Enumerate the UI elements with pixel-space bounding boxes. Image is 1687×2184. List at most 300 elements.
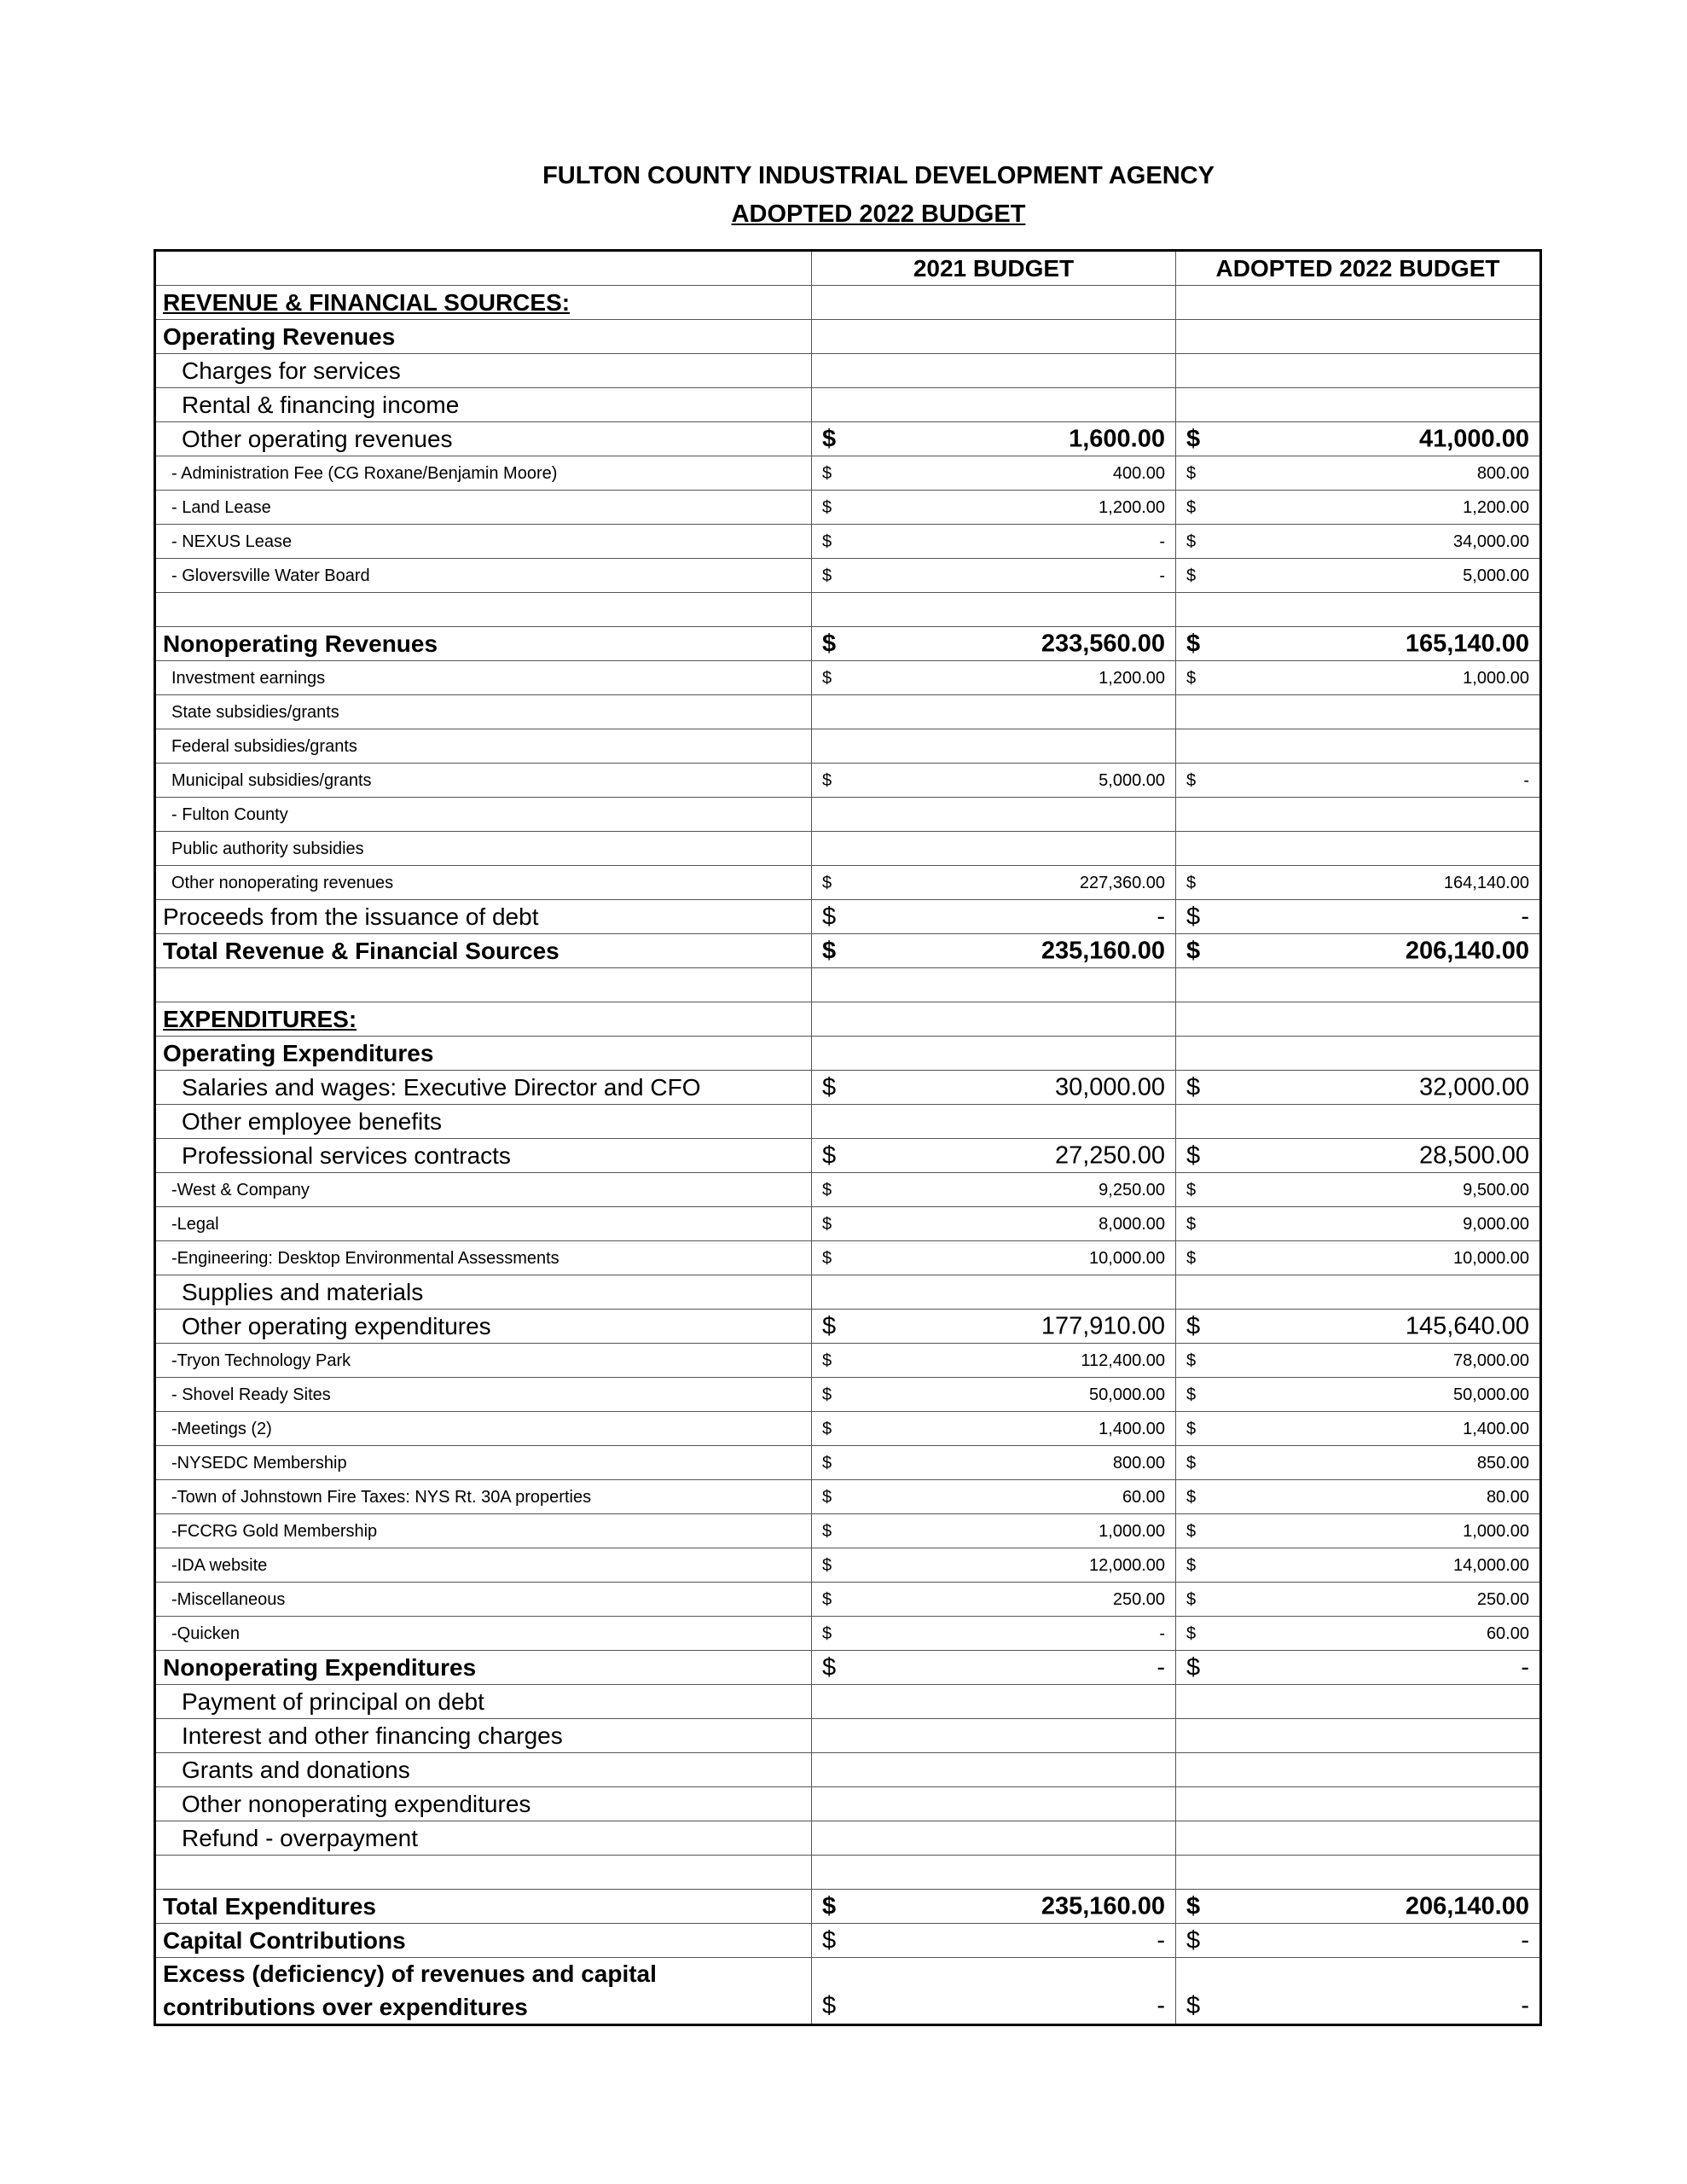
amount-2021-cell [812, 1890, 1176, 1924]
budget-row [155, 798, 1541, 832]
currency-symbol: $ [1186, 630, 1201, 657]
amount-2021: 1,600.00 [1069, 425, 1165, 452]
amount-2021: - [1157, 1926, 1165, 1954]
amount-2021-cell [812, 1275, 1176, 1310]
amount-2022-cell [1176, 695, 1541, 729]
amount-2021: 5,000.00 [1099, 770, 1165, 790]
amount-2022-cell [1176, 1685, 1541, 1719]
amount-2021-cell [812, 866, 1176, 900]
amount-2021-cell [812, 627, 1176, 661]
currency-symbol: $ [1186, 1653, 1201, 1681]
amount-2022: - [1521, 1926, 1529, 1954]
budget-row [155, 422, 1541, 456]
currency-symbol: $ [1186, 1453, 1197, 1472]
budget-row [155, 866, 1541, 900]
amount-2022: 34,000.00 [1453, 531, 1529, 551]
line-item-label: State subsidies/grants [155, 695, 812, 729]
currency-symbol: $ [822, 1589, 832, 1609]
amount-2022: - [1521, 1653, 1529, 1681]
amount-2022: - [1521, 1992, 1529, 2020]
currency-symbol: $ [822, 1385, 832, 1404]
amount-2022: 1,000.00 [1463, 1521, 1529, 1541]
amount-2022: 1,400.00 [1463, 1419, 1529, 1438]
amount-2021-cell [812, 1958, 1176, 2025]
line-item-label: - Land Lease [155, 491, 812, 525]
amount-2021-cell [812, 1207, 1176, 1241]
budget-row [155, 388, 1541, 422]
amount-2021: 10,000.00 [1089, 1248, 1165, 1268]
budget-row [155, 1514, 1541, 1548]
line-item-label: Charges for services [155, 354, 812, 388]
budget-row [155, 559, 1541, 593]
line-item-label: Operating Expenditures [155, 1037, 812, 1071]
currency-symbol: $ [822, 1892, 837, 1920]
amount-2021-cell [812, 764, 1176, 798]
amount-2021: 800.00 [1112, 1453, 1165, 1472]
amount-2022-cell [1176, 1821, 1541, 1856]
line-item-label: Supplies and materials [155, 1275, 812, 1310]
currency-symbol: $ [822, 770, 832, 790]
currency-symbol: $ [822, 873, 832, 892]
budget-row [155, 1139, 1541, 1173]
column-header-line-item [155, 251, 812, 286]
amount-2021-cell [812, 456, 1176, 491]
amount-2022: 165,140.00 [1405, 630, 1529, 657]
currency-symbol: $ [1186, 1141, 1201, 1169]
amount-2022-cell [1176, 1275, 1541, 1310]
amount-2021-cell [812, 1583, 1176, 1617]
budget-row [155, 934, 1541, 968]
agency-title: FULTON COUNTY INDUSTRIAL DEVELOPMENT AGENCY [542, 162, 1215, 189]
amount-2022: 5,000.00 [1463, 566, 1529, 585]
currency-symbol: $ [822, 497, 832, 517]
budget-row [155, 1071, 1541, 1105]
amount-2022-cell [1176, 1719, 1541, 1753]
line-item-label: Nonoperating Revenues [155, 627, 812, 661]
amount-2022-cell [1176, 1310, 1541, 1344]
line-item-label: -Meetings (2) [155, 1412, 812, 1446]
budget-row [155, 1583, 1541, 1617]
line-item-label: Excess (deficiency) of revenues and capital contributions over expenditures [155, 1958, 812, 2025]
amount-2021-cell [812, 1548, 1176, 1583]
amount-2021-cell [812, 388, 1176, 422]
amount-2022: 9,500.00 [1463, 1180, 1529, 1199]
currency-symbol: $ [1186, 1180, 1197, 1199]
budget-row [155, 1651, 1541, 1685]
budget-row [155, 1241, 1541, 1275]
line-item-label: -Quicken [155, 1617, 812, 1651]
budget-row [155, 1378, 1541, 1412]
amount-2022-cell [1176, 1651, 1541, 1685]
budget-row [155, 1207, 1541, 1241]
line-item-label: Refund - overpayment [155, 1821, 812, 1856]
budget-row [155, 1787, 1541, 1821]
amount-2022-cell [1176, 491, 1541, 525]
amount-2021-cell [812, 1412, 1176, 1446]
currency-symbol: $ [822, 668, 832, 688]
currency-symbol: $ [1186, 566, 1197, 585]
currency-symbol: $ [1186, 903, 1201, 930]
amount-2021-cell [812, 798, 1176, 832]
line-item-label: -Tryon Technology Park [155, 1344, 812, 1378]
currency-symbol: $ [822, 630, 837, 657]
budget-title: ADOPTED 2022 BUDGET [731, 200, 1026, 228]
amount-2021: 233,560.00 [1041, 630, 1165, 657]
amount-2021-cell [812, 1685, 1176, 1719]
line-item-label: -IDA website [155, 1548, 812, 1583]
currency-symbol: $ [1186, 1312, 1201, 1339]
amount-2021-cell [812, 286, 1176, 320]
amount-2022: 800.00 [1476, 463, 1529, 483]
amount-2022-cell [1176, 388, 1541, 422]
budget-row [155, 1685, 1541, 1719]
amount-2022: 206,140.00 [1405, 937, 1529, 964]
currency-symbol: $ [822, 1521, 832, 1541]
amount-2021: 400.00 [1112, 463, 1165, 483]
amount-2022-cell [1176, 1139, 1541, 1173]
budget-row [155, 832, 1541, 866]
line-item-label: -Miscellaneous [155, 1583, 812, 1617]
amount-2022: 50,000.00 [1453, 1385, 1529, 1404]
amount-2022-cell [1176, 1548, 1541, 1583]
currency-symbol: $ [822, 903, 837, 930]
currency-symbol: $ [1186, 1073, 1201, 1101]
budget-row [155, 1275, 1541, 1310]
budget-row [155, 661, 1541, 695]
amount-2021-cell [812, 1173, 1176, 1207]
currency-symbol: $ [1186, 873, 1197, 892]
currency-symbol: $ [822, 1623, 832, 1643]
line-item-label: Rental & financing income [155, 388, 812, 422]
amount-2021: 30,000.00 [1054, 1073, 1165, 1101]
amount-2021-cell [812, 1105, 1176, 1139]
amount-2021-cell [812, 491, 1176, 525]
line-item-label: Other operating expenditures [155, 1310, 812, 1344]
amount-2022-cell [1176, 1514, 1541, 1548]
currency-symbol: $ [1186, 1926, 1201, 1954]
budget-table [154, 249, 1542, 2026]
amount-2021-cell [812, 1241, 1176, 1275]
line-item-label: EXPENDITURES: [155, 1002, 812, 1037]
amount-2021: - [1159, 531, 1165, 551]
budget-row [155, 1821, 1541, 1856]
amount-2022-cell [1176, 593, 1541, 627]
budget-row [155, 354, 1541, 388]
amount-2022-cell [1176, 1071, 1541, 1105]
line-item-label: - Shovel Ready Sites [155, 1378, 812, 1412]
amount-2021: 9,250.00 [1099, 1180, 1165, 1199]
budget-row [155, 1105, 1541, 1139]
currency-symbol: $ [1186, 1992, 1201, 2020]
amount-2022-cell [1176, 1173, 1541, 1207]
budget-row [155, 1719, 1541, 1753]
amount-2021-cell [812, 1787, 1176, 1821]
column-header-2021-budget: 2021 BUDGET [812, 251, 1176, 286]
amount-2022-cell [1176, 1753, 1541, 1787]
currency-symbol: $ [822, 463, 832, 483]
budget-row [155, 627, 1541, 661]
amount-2022: 28,500.00 [1418, 1141, 1529, 1169]
budget-row [155, 286, 1541, 320]
line-item-label: Payment of principal on debt [155, 1685, 812, 1719]
amount-2022: 14,000.00 [1453, 1555, 1529, 1575]
amount-2022: - [1523, 770, 1529, 790]
amount-2022-cell [1176, 1446, 1541, 1480]
amount-2021: - [1157, 1653, 1165, 1681]
budget-row [155, 1446, 1541, 1480]
amount-2022: 80.00 [1486, 1487, 1529, 1507]
amount-2021: 1,200.00 [1099, 497, 1165, 517]
amount-2022-cell [1176, 1344, 1541, 1378]
currency-symbol: $ [1186, 1419, 1197, 1438]
budget-row [155, 900, 1541, 934]
currency-symbol: $ [1186, 1623, 1197, 1643]
amount-2021: 27,250.00 [1054, 1141, 1165, 1169]
amount-2022-cell [1176, 1617, 1541, 1651]
currency-symbol: $ [1186, 1350, 1197, 1370]
line-item-label: Municipal subsidies/grants [155, 764, 812, 798]
line-item-label: Other employee benefits [155, 1105, 812, 1139]
amount-2022: 145,640.00 [1405, 1312, 1529, 1339]
amount-2022: 164,140.00 [1443, 873, 1529, 892]
budget-row [155, 1548, 1541, 1583]
budget-row [155, 1002, 1541, 1037]
amount-2021-cell [812, 1753, 1176, 1787]
amount-2021-cell [812, 1310, 1176, 1344]
budget-row [155, 729, 1541, 764]
currency-symbol: $ [1186, 770, 1197, 790]
currency-symbol: $ [822, 1926, 837, 1954]
currency-symbol: $ [822, 531, 832, 551]
currency-symbol: $ [822, 425, 837, 452]
amount-2022: 32,000.00 [1418, 1073, 1529, 1101]
budget-row [155, 320, 1541, 354]
amount-2022-cell [1176, 422, 1541, 456]
line-item-label: -West & Company [155, 1173, 812, 1207]
amount-2022: - [1521, 903, 1529, 930]
amount-2022: 250.00 [1476, 1589, 1529, 1609]
amount-2022-cell [1176, 1890, 1541, 1924]
currency-symbol: $ [1186, 1214, 1197, 1234]
amount-2021-cell [812, 1856, 1176, 1890]
amount-2022-cell [1176, 525, 1541, 559]
budget-row [155, 1037, 1541, 1071]
amount-2021-cell [812, 1446, 1176, 1480]
column-header-adopted-2022-budget: ADOPTED 2022 BUDGET [1176, 251, 1541, 286]
amount-2021: - [1157, 903, 1165, 930]
currency-symbol: $ [1186, 1248, 1197, 1268]
amount-2021: 1,200.00 [1099, 668, 1165, 688]
amount-2021: 177,910.00 [1041, 1312, 1165, 1339]
line-item-label: -Legal [155, 1207, 812, 1241]
amount-2021-cell [812, 1139, 1176, 1173]
amount-2021: 1,400.00 [1099, 1419, 1165, 1438]
currency-symbol: $ [822, 1992, 837, 2020]
amount-2021-cell [812, 1719, 1176, 1753]
currency-symbol: $ [1186, 1487, 1197, 1507]
amount-2021-cell [812, 832, 1176, 866]
amount-2022-cell [1176, 1583, 1541, 1617]
amount-2021-cell [812, 695, 1176, 729]
amount-2021-cell [812, 1344, 1176, 1378]
amount-2022-cell [1176, 354, 1541, 388]
line-item-label: Capital Contributions [155, 1924, 812, 1958]
amount-2021-cell [812, 525, 1176, 559]
amount-2022-cell [1176, 764, 1541, 798]
amount-2021-cell [812, 934, 1176, 968]
budget-row [155, 1173, 1541, 1207]
amount-2021: 60.00 [1122, 1487, 1165, 1507]
amount-2022-cell [1176, 661, 1541, 695]
line-item-label: Other nonoperating expenditures [155, 1787, 812, 1821]
amount-2022-cell [1176, 968, 1541, 1002]
amount-2021: 112,400.00 [1081, 1350, 1165, 1370]
amount-2022-cell [1176, 729, 1541, 764]
currency-symbol: $ [822, 1141, 837, 1169]
amount-2021-cell [812, 1378, 1176, 1412]
currency-symbol: $ [1186, 668, 1197, 688]
currency-symbol: $ [1186, 1555, 1197, 1575]
currency-symbol: $ [1186, 1385, 1197, 1404]
currency-symbol: $ [822, 1487, 832, 1507]
budget-row [155, 456, 1541, 491]
line-item-label: - Gloversville Water Board [155, 559, 812, 593]
amount-2022-cell [1176, 456, 1541, 491]
amount-2021: 235,160.00 [1041, 937, 1165, 964]
amount-2022: 1,000.00 [1463, 668, 1529, 688]
amount-2022-cell [1176, 286, 1541, 320]
amount-2022-cell [1176, 320, 1541, 354]
budget-row [155, 1890, 1541, 1924]
budget-row [155, 1310, 1541, 1344]
amount-2021-cell [812, 1617, 1176, 1651]
amount-2021: - [1159, 566, 1165, 585]
currency-symbol: $ [1186, 1589, 1197, 1609]
amount-2022: 1,200.00 [1463, 497, 1529, 517]
line-item-label: Investment earnings [155, 661, 812, 695]
budget-row [155, 1412, 1541, 1446]
amount-2022-cell [1176, 1787, 1541, 1821]
line-item-label: Proceeds from the issuance of debt [155, 900, 812, 934]
amount-2022: 78,000.00 [1453, 1350, 1529, 1370]
line-item-label [155, 593, 812, 627]
currency-symbol: $ [822, 1073, 837, 1101]
line-item-label: Grants and donations [155, 1753, 812, 1787]
line-item-label: -NYSEDC Membership [155, 1446, 812, 1480]
amount-2022: 10,000.00 [1453, 1248, 1529, 1268]
amount-2022-cell [1176, 627, 1541, 661]
line-item-label: -Engineering: Desktop Environmental Assessments [155, 1241, 812, 1275]
line-item-label: Total Expenditures [155, 1890, 812, 1924]
amount-2022-cell [1176, 934, 1541, 968]
currency-symbol: $ [822, 937, 837, 964]
budget-row [155, 593, 1541, 627]
budget-row [155, 1958, 1541, 2025]
amount-2022: 206,140.00 [1405, 1892, 1529, 1920]
amount-2021-cell [812, 968, 1176, 1002]
amount-2021-cell [812, 1821, 1176, 1856]
amount-2021: 50,000.00 [1089, 1385, 1165, 1404]
line-item-label: Interest and other financing charges [155, 1719, 812, 1753]
currency-symbol: $ [1186, 1892, 1201, 1920]
line-item-label: Professional services contracts [155, 1139, 812, 1173]
line-item-label: - Administration Fee (CG Roxane/Benjamin Moore) [155, 456, 812, 491]
amount-2022-cell [1176, 1378, 1541, 1412]
currency-symbol: $ [822, 1248, 832, 1268]
currency-symbol: $ [1186, 425, 1201, 452]
currency-symbol: $ [822, 1419, 832, 1438]
amount-2021-cell [812, 354, 1176, 388]
amount-2021-cell [812, 900, 1176, 934]
budget-row [155, 1480, 1541, 1514]
budget-row [155, 525, 1541, 559]
line-item-label: Other operating revenues [155, 422, 812, 456]
budget-row [155, 1924, 1541, 1958]
budget-row [155, 1753, 1541, 1787]
amount-2021-cell [812, 1002, 1176, 1037]
currency-symbol: $ [822, 1350, 832, 1370]
amount-2022-cell [1176, 1924, 1541, 1958]
currency-symbol: $ [822, 1653, 837, 1681]
budget-row [155, 764, 1541, 798]
currency-symbol: $ [1186, 937, 1201, 964]
currency-symbol: $ [1186, 497, 1197, 517]
amount-2021: - [1159, 1623, 1165, 1643]
currency-symbol: $ [822, 566, 832, 585]
amount-2021-cell [812, 1651, 1176, 1685]
line-item-label: Nonoperating Expenditures [155, 1651, 812, 1685]
budget-row [155, 1617, 1541, 1651]
amount-2022-cell [1176, 798, 1541, 832]
amount-2022: 60.00 [1486, 1623, 1529, 1643]
budget-row [155, 968, 1541, 1002]
amount-2022-cell [1176, 1241, 1541, 1275]
amount-2022-cell [1176, 1105, 1541, 1139]
currency-symbol: $ [1186, 1521, 1197, 1541]
currency-symbol: $ [822, 1453, 832, 1472]
amount-2021-cell [812, 320, 1176, 354]
line-item-label: - NEXUS Lease [155, 525, 812, 559]
amount-2021-cell [812, 729, 1176, 764]
amount-2021: 235,160.00 [1041, 1892, 1165, 1920]
line-item-label: Other nonoperating revenues [155, 866, 812, 900]
amount-2022-cell [1176, 1412, 1541, 1446]
amount-2021-cell [812, 1071, 1176, 1105]
amount-2022-cell [1176, 832, 1541, 866]
line-item-label: Salaries and wages: Executive Director and CFO [155, 1071, 812, 1105]
line-item-label: - Fulton County [155, 798, 812, 832]
line-item-label: Federal subsidies/grants [155, 729, 812, 764]
amount-2021: - [1157, 1992, 1165, 2020]
amount-2021: 227,360.00 [1079, 873, 1165, 892]
amount-2021: 12,000.00 [1089, 1555, 1165, 1575]
amount-2021-cell [812, 1480, 1176, 1514]
amount-2022-cell [1176, 1958, 1541, 2025]
amount-2021-cell [812, 559, 1176, 593]
currency-symbol: $ [822, 1180, 832, 1199]
amount-2021-cell [812, 1037, 1176, 1071]
line-item-label: -FCCRG Gold Membership [155, 1514, 812, 1548]
budget-table-body [155, 251, 1541, 2025]
line-item-label: REVENUE & FINANCIAL SOURCES: [155, 286, 812, 320]
amount-2022-cell [1176, 1207, 1541, 1241]
budget-row [155, 695, 1541, 729]
amount-2022-cell [1176, 866, 1541, 900]
amount-2021: 8,000.00 [1099, 1214, 1165, 1234]
amount-2022-cell [1176, 900, 1541, 934]
amount-2022-cell [1176, 559, 1541, 593]
currency-symbol: $ [822, 1555, 832, 1575]
